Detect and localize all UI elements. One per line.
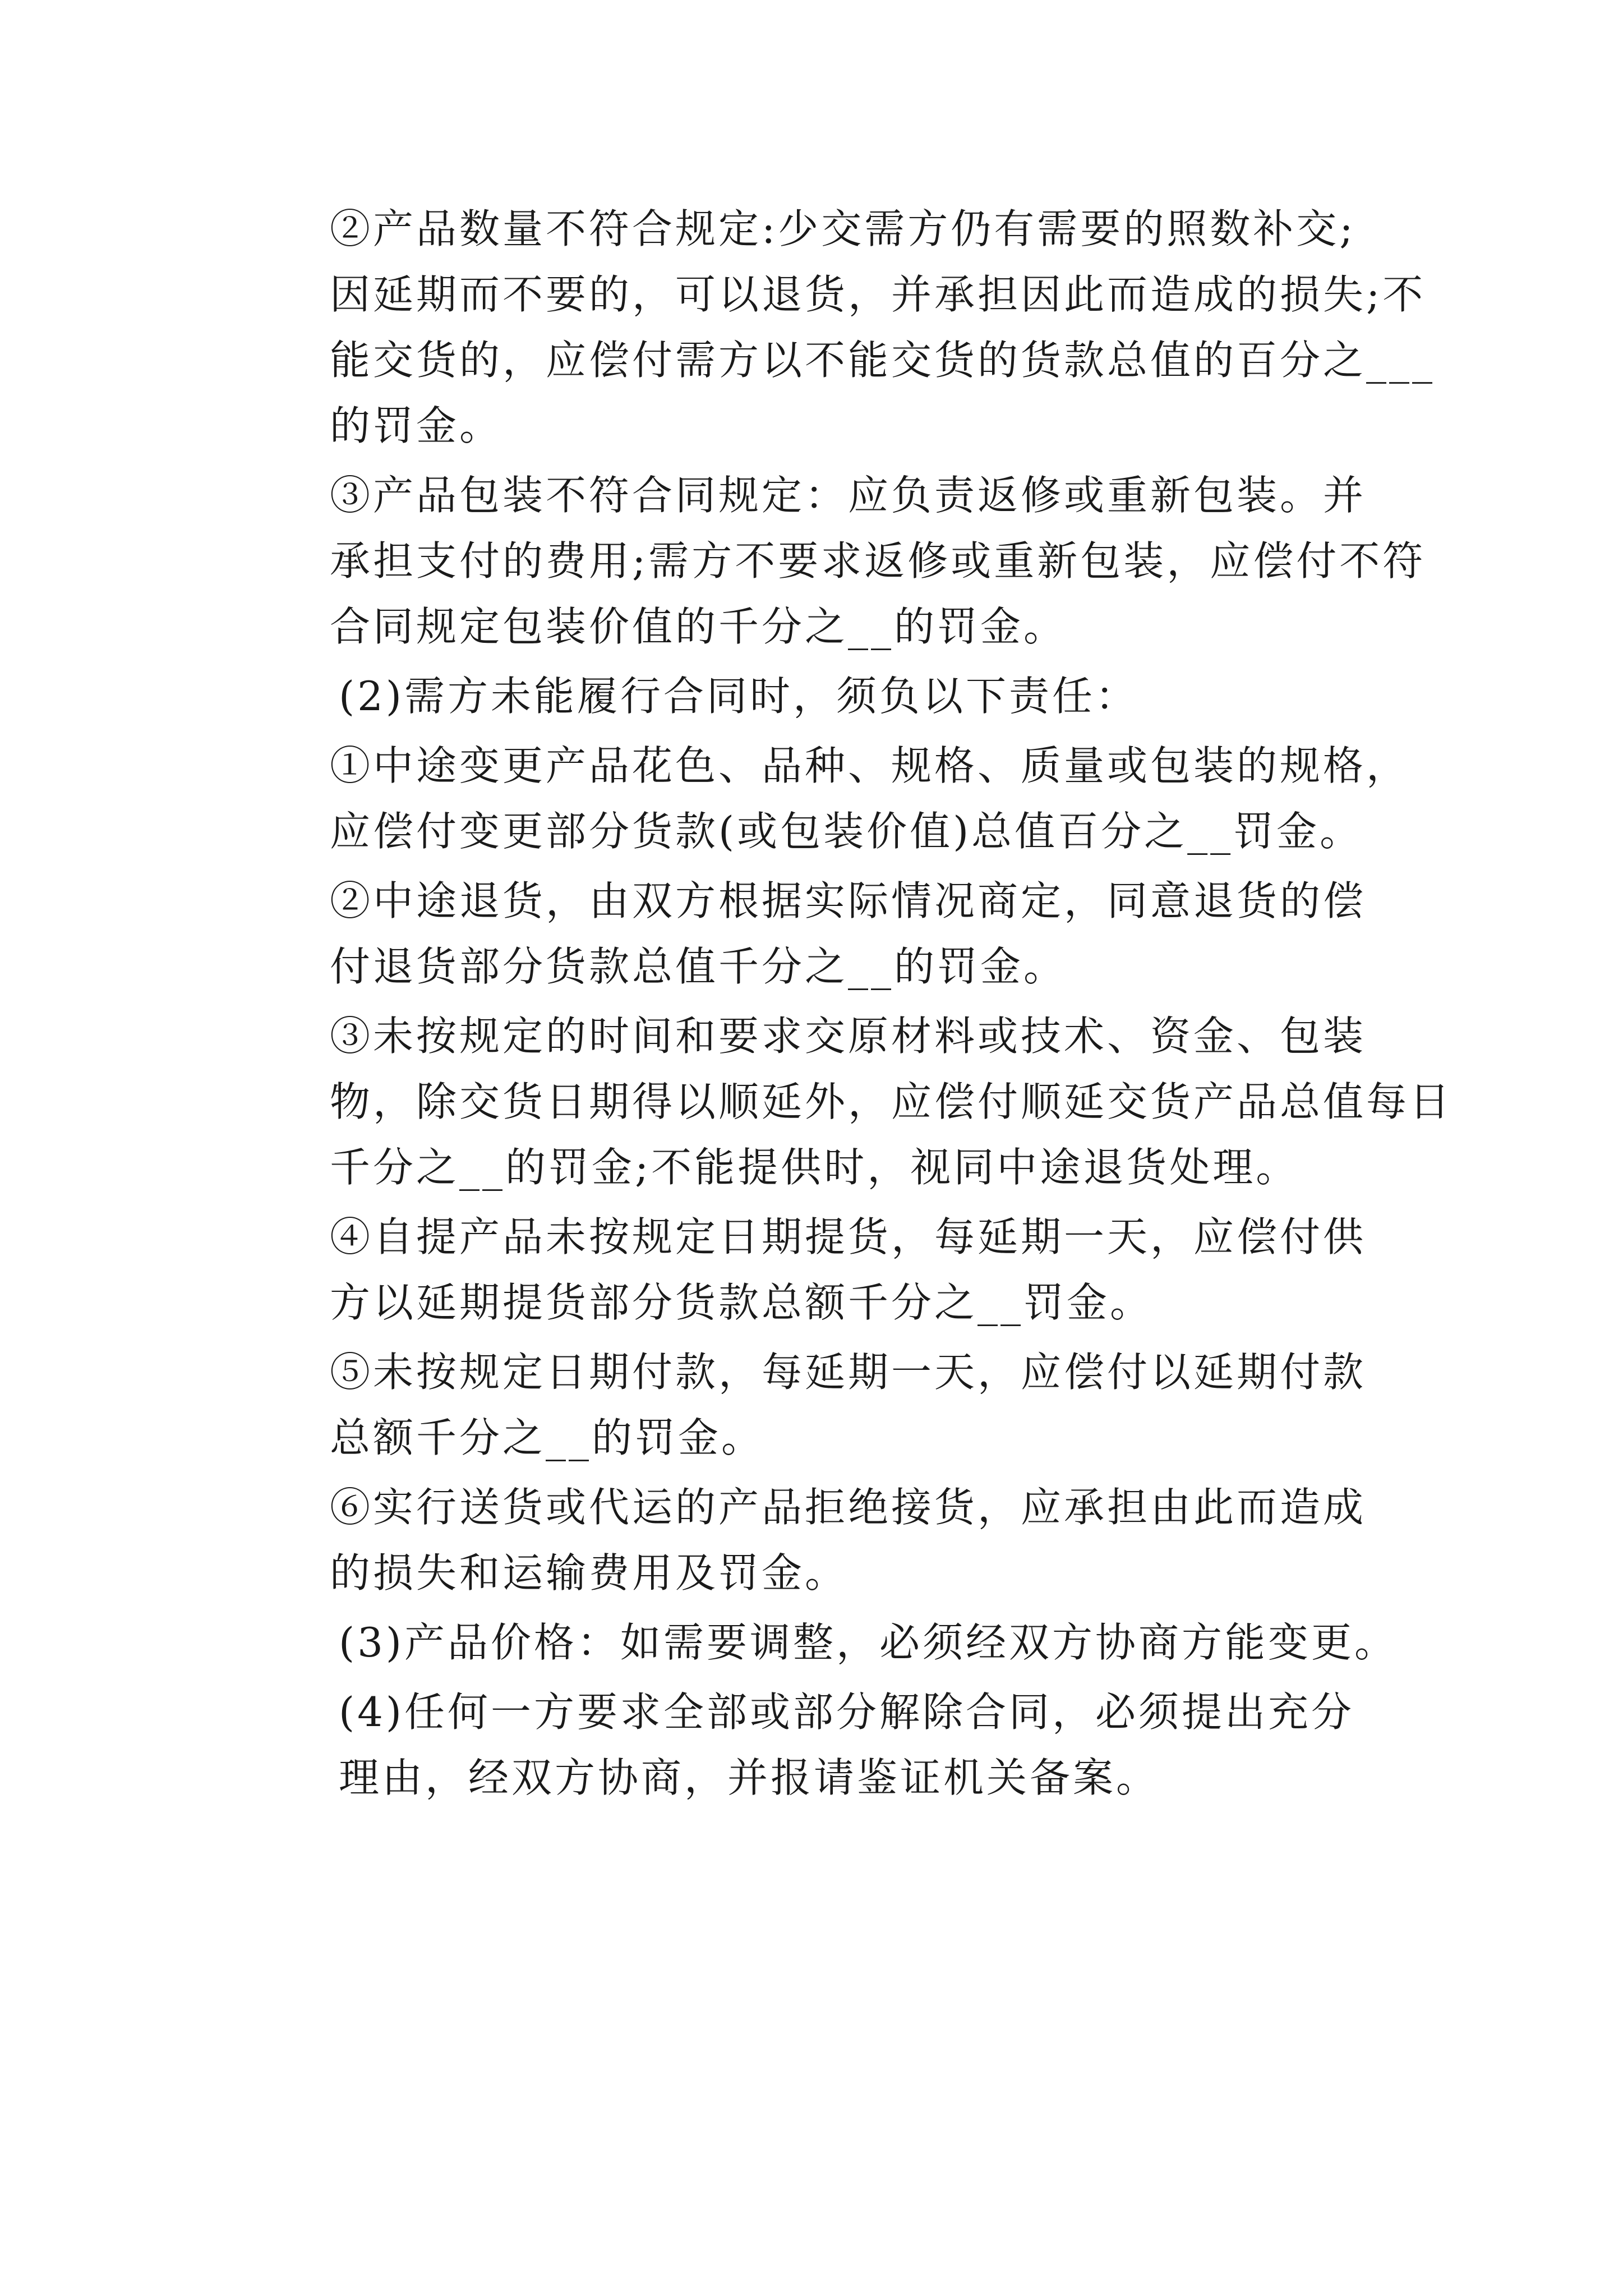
text-line: 合同规定包装价值的千分之__的罚金。 [330,603,1067,650]
paragraph-change-specs-clause [249,733,1410,864]
text-line: ①中途变更产品花色、品种、规格、质量或包装的规格， [330,742,1410,789]
text-line: 付退货部分货款总值千分之__的罚金。 [330,943,1067,990]
paragraph-materials-clause [249,1004,1453,1200]
text-line: 千分之__的罚金;不能提供时，视同中途退货处理。 [330,1144,1299,1191]
text-line: ③未按规定的时间和要求交原材料或技术、资金、包装 [330,1013,1367,1060]
text-line: 应偿付变更部分货款(或包装价值)总值百分之__罚金。 [330,808,1363,855]
paragraph-refuse-delivery-clause [249,1475,1399,1606]
text-line: (3)产品价格：如需要调整，必须经双方协商方能变更。 [339,1619,1398,1666]
text-line: (2)需方未能履行合同时，须负以下责任： [339,673,1138,720]
text-line: (4)任何一方要求全部或部分解除合同，必须提出充分 [339,1688,1354,1736]
text-line: 能交货的，应偿付需方以不能交货的货款总值的百分之___ [330,337,1436,384]
section-contract-termination [249,1680,1399,1811]
text-line: ②产品数量不符合规定:少交需方仍有需要的照数补交; [330,205,1356,252]
text-line: 承担支付的费用;需方不要求返修或重新包装，应偿付不符 [330,537,1426,585]
text-line: 的损失和运输费用及罚金。 [330,1549,849,1596]
section-product-price [249,1610,1399,1676]
paragraph-quantity-clause [249,196,1436,459]
text-line: 因延期而不要的，可以退货，并承担因此而造成的损失;不 [330,271,1426,318]
text-line: 物，除交货日期得以顺延外，应偿付顺延交货产品总值每日 [330,1078,1453,1125]
paragraph-pickup-delay-clause [249,1204,1399,1336]
text-line: ⑤未按规定日期付款，每延期一天，应偿付以延期付款 [330,1349,1367,1396]
text-line: ④自提产品未按规定日期提货，每延期一天，应偿付供 [330,1213,1367,1260]
paragraph-return-goods-clause [249,868,1399,1000]
text-line: 的罚金。 [330,402,503,449]
text-line: 总额千分之__的罚金。 [330,1414,765,1461]
text-line: ③产品包装不符合同规定：应负责返修或重新包装。并 [330,472,1367,519]
paragraph-packaging-clause [249,463,1426,660]
section-heading-buyer-liability [249,664,1399,729]
paragraph-payment-delay-clause [249,1340,1399,1471]
document-body [249,196,1453,1815]
text-line: ⑥实行送货或代运的产品拒绝接货，应承担由此而造成 [330,1484,1367,1531]
text-line: ②中途退货，由双方根据实际情况商定，同意退货的偿 [330,877,1367,924]
text-line: 方以延期提货部分货款总额千分之__罚金。 [330,1279,1154,1326]
text-line: 理由，经双方协商，并报请鉴证机关备案。 [339,1754,1160,1801]
